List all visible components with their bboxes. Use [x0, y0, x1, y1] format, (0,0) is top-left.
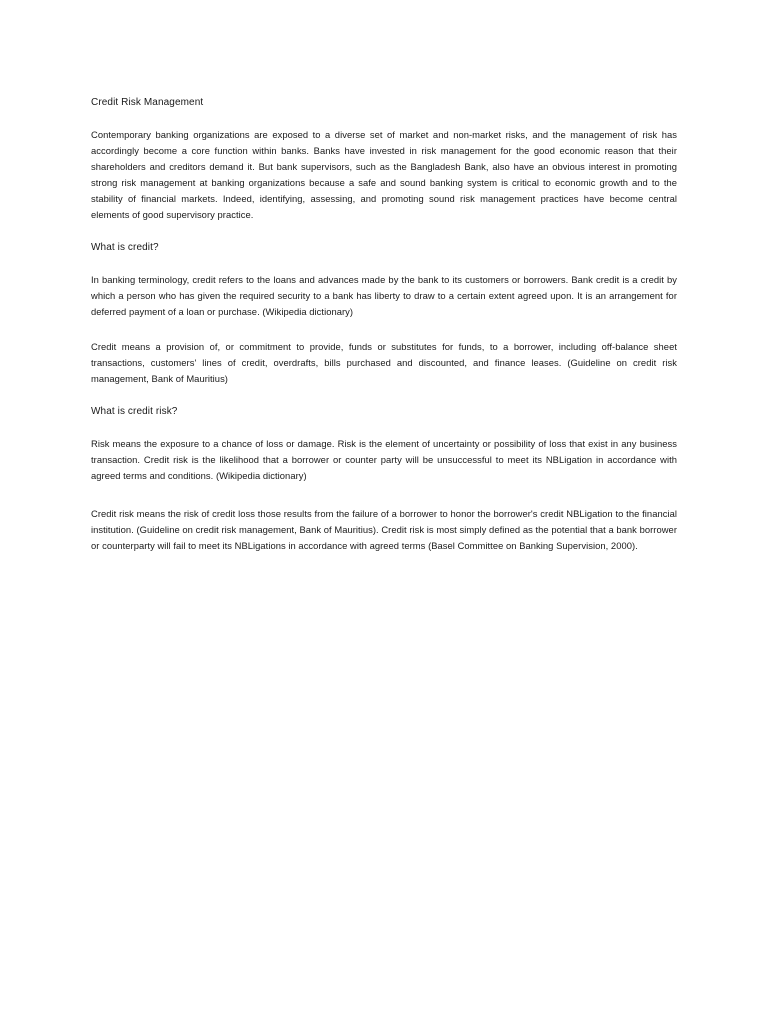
intro-paragraph: Contemporary banking organizations are exposed to a diverse set of market and non-market risks, and the management of risk has accordingly become a core function within banks. Banks have invested in risk management for the good economic reason that their shareholders and creditors demand it. But bank supervisors, such as the Bangladesh Bank, also have an obvious interest in promoting strong risk management at banking organizations because a safe and sound banking system is critical to economic growth and to the stability of financial markets. Indeed, identifying, assessing, and promoting sound risk management practices have become central elements of good supervisory practice. [91, 129, 677, 220]
credit-risk-definition-paragraph: Credit risk means the risk of credit loss those results from the failure of a borrower to honor the borrower's credit NBLigation to the financial institution. (Guideline on credit risk management, Bank of Mauritius). Credit risk is most simply defined as the potential that a bank borrower or counterparty will fail to meet its NBLigations in accordance with agreed terms (Basel Committee on Banking Supervision, 2000). [91, 508, 677, 551]
credit-definition-paragraph: In banking terminology, credit refers to the loans and advances made by the bank to its customers or borrowers. Bank credit is a credit by which a person who has given the required security to a bank has liberty to draw to a certain extent agreed upon. It is an arrangement for deferred payment of a loan or purchase. (Wikipedia dictionary) [91, 274, 677, 317]
document-title: Credit Risk Management [91, 97, 204, 108]
risk-definition-paragraph: Risk means the exposure to a chance of loss or damage. Risk is the element of uncertainty or possibility of loss that exist in any business transaction. Credit risk is the likelihood that a borrower or counter party will be unsuccessful to meet its NBLigation in accordance with agreed terms and conditions. (Wikipedia dictionary) [91, 438, 677, 481]
credit-provision-paragraph: Credit means a provision of, or commitment to provide, funds or substitutes for funds, to a borrower, including off-balance sheet transactions, customers' lines of credit, overdrafts, bills purchased and discounted, and finance leases. (Guideline on credit risk management, Bank of Mauritius) [91, 341, 677, 384]
section-heading-what-is-credit: What is credit? [91, 242, 159, 253]
document-page [91, 96, 677, 554]
section-heading-what-is-credit-risk: What is credit risk? [91, 406, 178, 417]
